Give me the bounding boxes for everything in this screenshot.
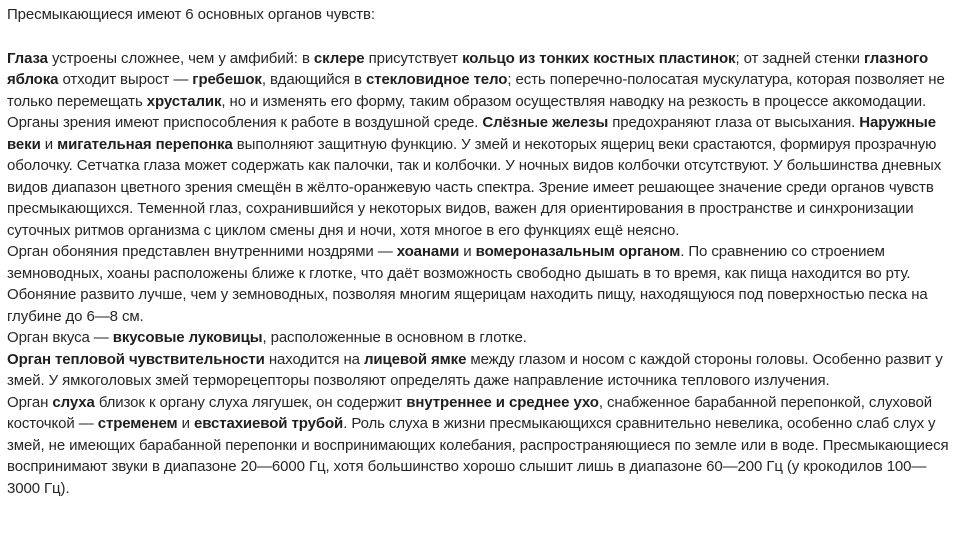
- bold-term: Глаза: [7, 49, 48, 67]
- text-run: и: [40, 135, 58, 153]
- text-run: Орган вкуса —: [7, 329, 113, 346]
- paragraph-hearing: [7, 392, 957, 500]
- bold-term: стременем: [97, 415, 178, 432]
- text-run: , но и изменять его форму, таким образом осуществляя наводку на резкость в процессе аккомодации. Органы зрения имеют приспособления к работе в воздушной среде.: [7, 92, 927, 131]
- text-run: ; есть поперечно-полосатая мускулатура, которая позволяет не только перемещать: [7, 71, 945, 110]
- bold-term: Орган тепловой чувствительности: [7, 350, 265, 368]
- text-run: отходит вырост —: [58, 71, 193, 88]
- bold-term: лицевой ямке: [363, 350, 467, 368]
- bold-term: Наружные веки: [7, 114, 936, 153]
- bold-term: стекловидное тело: [365, 71, 508, 88]
- bold-term: кольцо из тонких костных пластинок: [462, 49, 736, 67]
- paragraph-vision: [7, 48, 957, 242]
- bold-term: Слёзные железы: [482, 114, 609, 131]
- bold-term: евстахиевой трубой: [193, 415, 344, 432]
- bold-term: гребешок: [192, 71, 262, 88]
- text-run: и: [177, 415, 194, 432]
- text-run: , расположенные в основном в глотке.: [262, 329, 527, 346]
- text-run: . Роль слуха в жизни пресмыкающихся сравнительно невелика, особенно слаб слух у змей, не имеющих барабанной перепонки и воспринимающих колебания, распространяющиеся по земле или в воде. Пресмыкающиеся воспринимают звуки в диапазоне 20—6000 Гц, хотя большинство хорошо слышит лишь в диапазоне 60—200 Гц (у крокодилов 100—3000 Гц).: [7, 415, 949, 497]
- bold-term: слуха: [52, 393, 95, 411]
- text-run: выполняют защитную функцию. У змей и некоторых ящериц веки срастаются, формируя прозрачную оболочку. Сетчатка глаза может содержать как палочки, так и колбочки. У ночных видов колбочки отсутствуют. У большинства дневных видов диапазон цветного зрения смещён в жёлто-оранжевую часть спектра. Зрение имеет решающее значение среди органов чувств пресмыкающихся. Теменной глаз, сохранившийся у некоторых видов, важен для ориентирования в пространстве и синхронизации суточных ритмов организма с циклом смены дня и ночи, хотя многое в его функциях ещё неясно.: [7, 135, 942, 239]
- bold-term: вкусовые луковицы: [112, 329, 263, 346]
- text-run: между глазом и носом с каждой стороны головы. Особенно развит у змей. У ямкоголовых змей терморецепторы позволяют определять даже направление источника теплового излучения.: [7, 350, 943, 389]
- bold-term: хоанами: [396, 243, 460, 260]
- text-run: близок к органу слуха лягушек, он содержит: [94, 393, 407, 411]
- text-run: , вдающийся в: [261, 71, 366, 88]
- bold-term: мигательная перепонка: [57, 135, 233, 153]
- text-run: , снабженное барабанной перепонкой, слуховой косточкой —: [7, 393, 933, 432]
- bold-term: внутреннее и среднее ухо: [406, 393, 599, 411]
- bold-term: хрусталик: [146, 92, 222, 110]
- text-run: находится на: [264, 350, 364, 368]
- text-run: ; от задней стенки: [735, 49, 865, 67]
- bold-term: склере: [313, 49, 365, 67]
- text-run: присутствует: [364, 49, 463, 67]
- text-run: Орган обоняния представлен внутренними ноздрями —: [7, 243, 397, 260]
- paragraph-smell: [7, 241, 957, 327]
- document-body: [7, 0, 957, 499]
- bold-term: глазного яблока: [7, 49, 929, 88]
- text-run: и: [459, 243, 476, 260]
- bold-term: вомероназальным органом: [475, 243, 681, 260]
- intro-heading: Пресмыкающиеся имеют 6 основных органов чувств:: [7, 6, 375, 23]
- text-run: устроены сложнее, чем у амфибий: в: [47, 49, 314, 67]
- text-run: предохраняют глаза от высыхания.: [608, 114, 860, 131]
- paragraph-thermal: [7, 349, 957, 392]
- text-run: Орган: [7, 393, 53, 411]
- text-run: . По сравнению со строением земноводных, хоаны расположены ближе к глотке, что даёт возможность свободно дышать в то время, как пища находится во рту. Обоняние развито лучше, чем у земноводных, позволяя многим ящерицам находить пищу, находящуюся под поверхностью песка на глубине до 6—8 см.: [7, 243, 928, 325]
- paragraph-taste: [7, 327, 957, 349]
